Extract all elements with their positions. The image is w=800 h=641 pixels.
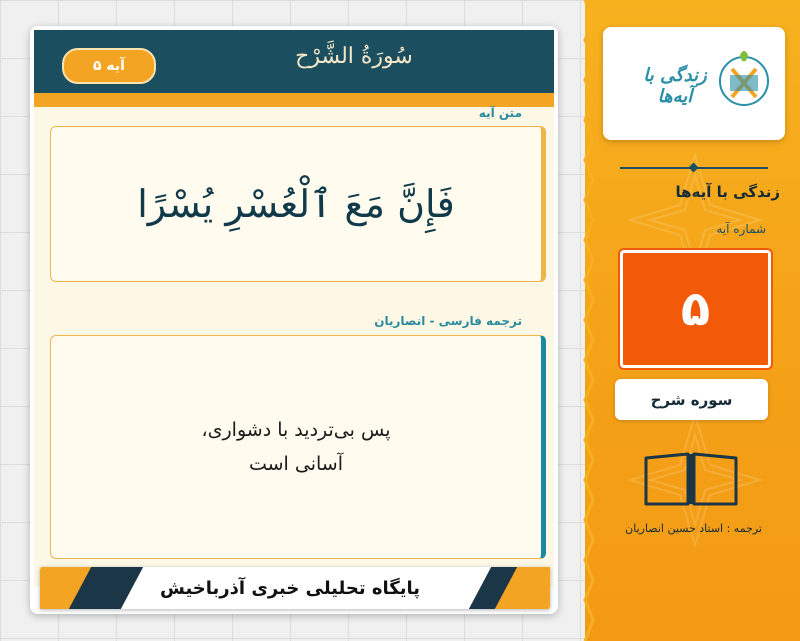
card-header: [34, 30, 554, 93]
verse-label: متن آیه: [478, 106, 522, 120]
zigzag-border: [575, 0, 595, 641]
logo-text: زندگی با آیه‌ها: [643, 65, 707, 107]
ayah-number-label: شماره آیه: [716, 222, 766, 236]
translation-box: [50, 335, 546, 559]
translation-line-2: آسانی است: [248, 453, 343, 475]
ayah-number-box: [620, 250, 771, 368]
ayah-number: ۵: [680, 281, 711, 337]
verse-text: فَإِنَّ مَعَ ٱلْعُسْرِ يُسْرًا: [137, 182, 455, 226]
ayah-badge: آیه ۵: [62, 48, 156, 84]
surah-name-box: سوره شرح: [615, 379, 768, 420]
translation-label: ترجمه فارسی - انصاریان: [374, 314, 522, 328]
footer-bar: [40, 567, 550, 609]
verse-card: [30, 26, 558, 614]
quran-logo-icon: [718, 49, 770, 115]
side-title: زندگی با آیه‌ها: [675, 183, 780, 201]
translation-line-1: پس بی‌تردید با دشواری،: [201, 419, 391, 441]
open-book-icon: [642, 450, 740, 508]
translator-credit: ترجمه : استاد حسین انصاریان: [625, 522, 762, 535]
surah-title: سُورَةُ الشَّرْح: [295, 44, 413, 69]
verse-box: [50, 126, 546, 282]
header-stripe: [34, 93, 554, 107]
logo-card: [603, 27, 785, 140]
footer-text: پایگاه تحلیلی خبری آذرباخیش: [160, 577, 420, 599]
